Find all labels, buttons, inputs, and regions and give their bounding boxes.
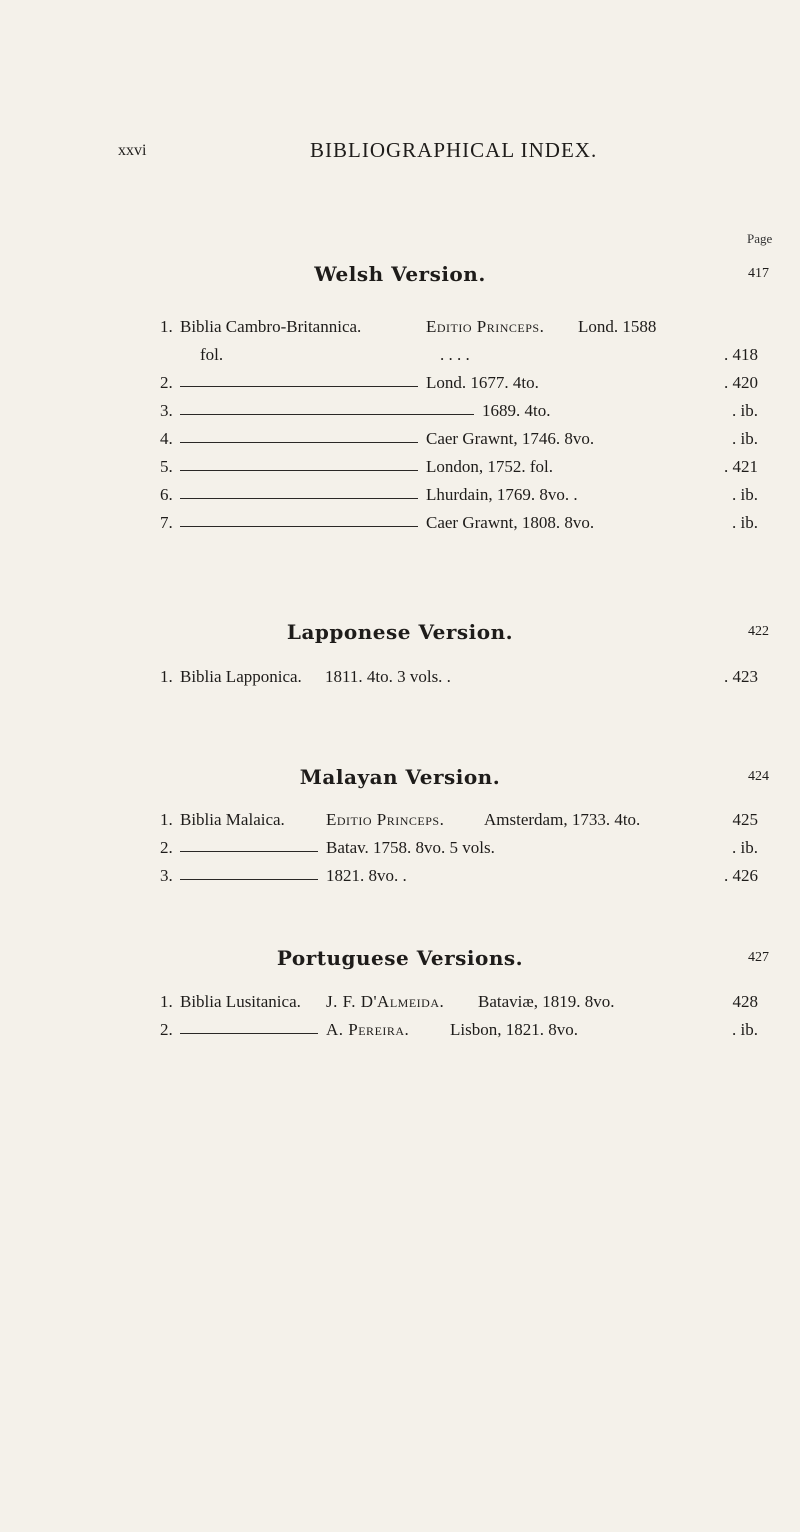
entry-page: . ib. xyxy=(732,838,758,857)
list-item xyxy=(160,485,760,513)
entry-edition: Editio Princeps. xyxy=(326,810,445,829)
entry-continuation: fol. xyxy=(200,345,224,364)
entry-page: . ib. xyxy=(732,401,758,420)
ditto-rule xyxy=(180,526,418,527)
entry-page: . 423 xyxy=(724,667,758,686)
entry-number: 5. xyxy=(160,457,173,476)
entry-number: 1. xyxy=(160,810,173,829)
section-page: 427 xyxy=(748,950,769,965)
list-item xyxy=(160,992,760,1020)
section-title: Portuguese Versions. xyxy=(276,946,524,970)
leader-dots: . . . . xyxy=(440,345,470,364)
entry-page: . ib. xyxy=(732,1020,758,1039)
list-item xyxy=(160,838,760,866)
entry-page: . 421 xyxy=(724,457,758,476)
entry-number: 3. xyxy=(160,866,173,885)
section-page: 424 xyxy=(748,769,769,784)
list-item xyxy=(160,866,760,894)
entry-number: 4. xyxy=(160,429,173,448)
section-page: 422 xyxy=(748,624,769,639)
list-item xyxy=(160,457,760,485)
entry-title: Biblia Lapponica. xyxy=(180,667,302,686)
entry-number: 2. xyxy=(160,838,173,857)
entry-number: 1. xyxy=(160,667,173,686)
list-item xyxy=(160,373,760,401)
running-head xyxy=(118,138,678,168)
entry-details: Batav. 1758. 8vo. 5 vols. xyxy=(326,838,495,857)
entry-place: Lond. 1588 xyxy=(578,317,657,336)
ditto-rule xyxy=(180,879,318,880)
entry-edition: Editio Princeps. xyxy=(426,317,545,336)
entry-page: . ib. xyxy=(732,513,758,532)
entry-number: 2. xyxy=(160,373,173,392)
entry-number: 7. xyxy=(160,513,173,532)
ditto-rule xyxy=(180,386,418,387)
page-number: xxvi xyxy=(118,142,147,159)
ditto-rule xyxy=(180,414,474,415)
entry-details: 1821. 8vo. . xyxy=(326,866,407,885)
entry-details: Lisbon, 1821. 8vo. xyxy=(450,1020,578,1039)
entry-page: . ib. xyxy=(732,485,758,504)
entry-page: . 426 xyxy=(724,866,758,885)
section-title: Malayan Version. xyxy=(299,765,501,789)
entry-page: 428 xyxy=(732,992,758,1011)
ditto-rule xyxy=(180,470,418,471)
ditto-rule xyxy=(180,442,418,443)
entry-details: Bataviæ, 1819. 8vo. xyxy=(478,992,615,1011)
ditto-rule xyxy=(180,851,318,852)
entry-details: Caer Grawnt, 1808. 8vo. xyxy=(426,513,595,532)
list-item xyxy=(160,513,760,541)
entry-details: London, 1752. fol. xyxy=(426,457,554,476)
entry-number: 6. xyxy=(160,485,173,504)
entry-details: 1811. 4to. 3 vols. . xyxy=(325,667,451,686)
entry-number: 1. xyxy=(160,317,173,336)
entry-details: Lhurdain, 1769. 8vo. . xyxy=(426,485,578,504)
list-item xyxy=(160,667,760,695)
section-page: 417 xyxy=(748,266,769,281)
entry-title: Biblia Cambro-Britannica. xyxy=(180,317,362,336)
entry-details: Lond. 1677. 4to. xyxy=(426,373,539,392)
ditto-rule xyxy=(180,498,418,499)
entry-details: Caer Grawnt, 1746. 8vo. xyxy=(426,429,595,448)
list-item xyxy=(160,401,760,429)
entry-page: 425 xyxy=(732,810,758,829)
list-item xyxy=(160,429,760,457)
ditto-rule xyxy=(180,1033,318,1034)
entry-number: 3. xyxy=(160,401,173,420)
entry-details: 1689. 4to. xyxy=(482,401,551,420)
entry-details: Amsterdam, 1733. 4to. xyxy=(484,810,641,829)
list-item xyxy=(160,1020,760,1048)
section-title: Lapponese Version. xyxy=(286,620,514,644)
entry-number: 2. xyxy=(160,1020,173,1039)
list-item xyxy=(160,810,760,838)
entry-number: 1. xyxy=(160,992,173,1011)
entry-page: . ib. xyxy=(732,429,758,448)
entry-editor: J. F. D'Almeida. xyxy=(326,992,445,1011)
entry-title: Biblia Lusitanica. xyxy=(180,992,301,1011)
entry-page: . 418 xyxy=(724,345,758,364)
entry-editor: A. Pereira. xyxy=(326,1020,410,1039)
page-column-label: Page xyxy=(747,231,773,246)
entry-page: . 420 xyxy=(724,373,758,392)
entry-title: Biblia Malaica. xyxy=(180,810,285,829)
running-title: BIBLIOGRAPHICAL INDEX. xyxy=(310,138,598,162)
section-title: Welsh Version. xyxy=(314,262,486,286)
list-item xyxy=(160,317,760,345)
list-item xyxy=(160,345,760,373)
